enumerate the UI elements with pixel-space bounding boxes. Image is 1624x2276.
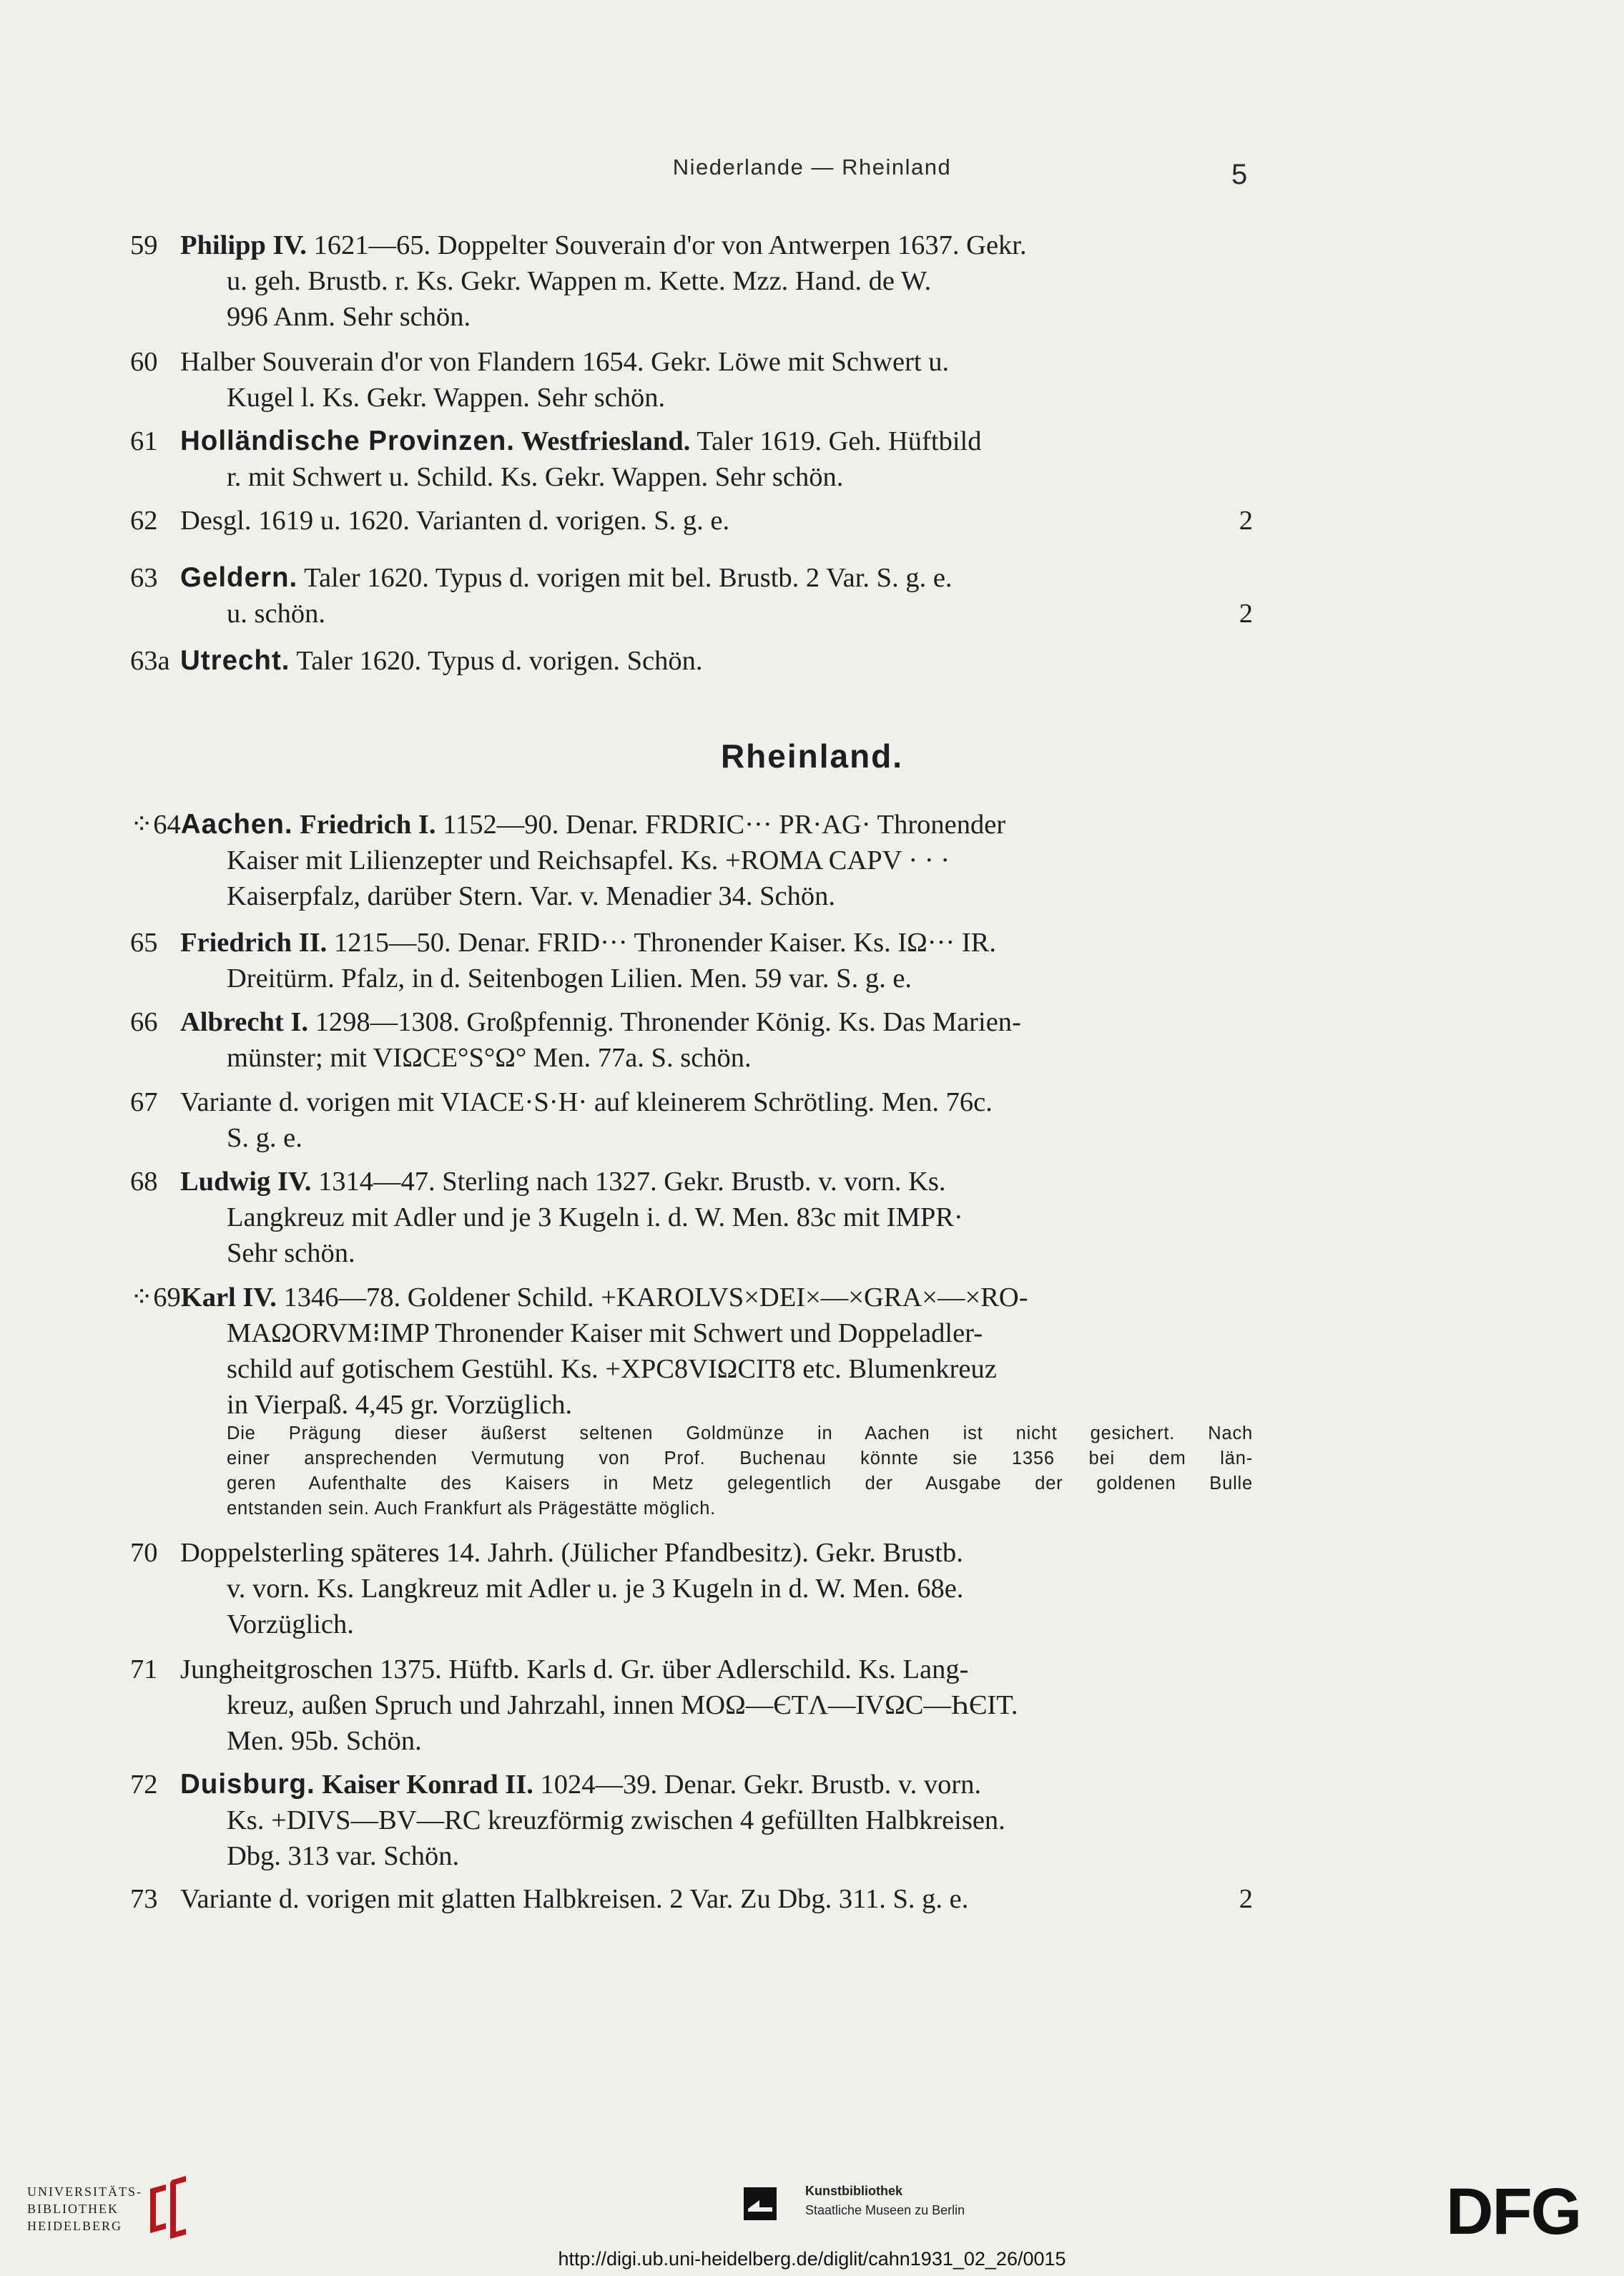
- note-line: Die Prägung dieser äußerst seltenen Goldmünze in Aachen ist nicht gesichert. Nach: [227, 1423, 1253, 1443]
- entry-text: u. geh. Brustb. r. Ks. Gekr. Wappen m. Kette. Mzz. Hand. de W.: [227, 266, 932, 296]
- lot-number: 60: [130, 347, 158, 377]
- ruler-name: Karl IV.: [180, 1282, 277, 1313]
- lot-number: 72: [130, 1770, 158, 1800]
- note-line: geren Aufenthalte des Kaisers in Metz gelegentlich der Ausgabe der goldenen Bulle: [227, 1473, 1253, 1493]
- catalog-entry: [130, 344, 1253, 416]
- entry-line: [130, 1235, 1253, 1271]
- entry-line: [130, 1084, 1253, 1120]
- entry-text: Variante d. vorigen mit glatten Halbkreisen. 2 Var. Zu Dbg. 311. S. g. e.: [180, 1884, 969, 1914]
- ruler-name: Friedrich II.: [180, 928, 328, 958]
- entry-text: S. g. e.: [227, 1123, 302, 1153]
- catalog-entry: [130, 1881, 1253, 1917]
- entry-line: [130, 1571, 1253, 1607]
- entry-text: Langkreuz mit Adler und je 3 Kugeln i. d. W. Men. 83c mit IMPR·: [227, 1202, 963, 1232]
- entry-line: [130, 459, 1253, 495]
- entry-text: kreuz, außen Spruch und Jahrzahl, innen MOΩ—ЄTΛ—IVΩC—ҺЄIT.: [227, 1690, 1018, 1720]
- entry-line: [130, 1652, 1253, 1687]
- entry-text: Ks. +DIVS—BV—RC kreuzförmig zwischen 4 gefüllten Halbkreisen.: [227, 1805, 1005, 1835]
- lot-number: 68: [130, 1167, 158, 1197]
- entry-line: [130, 299, 1253, 335]
- catalog-entry: [130, 925, 1253, 996]
- entry-line: [130, 961, 1253, 996]
- entry-text: Jungheitgroschen 1375. Hüftb. Karls d. Gr. über Adlerschild. Ks. Lang-: [180, 1654, 969, 1684]
- entry-line: [130, 1164, 1253, 1200]
- entry-text: 996 Anm. Sehr schön.: [227, 302, 471, 332]
- entry-text: Dreitürm. Pfalz, in d. Seitenbogen Lilien. Men. 59 var. S. g. e.: [227, 963, 912, 994]
- lot-number: 59: [130, 230, 158, 260]
- entry-text: Sehr schön.: [227, 1238, 355, 1268]
- catalog-entry: [130, 807, 1253, 914]
- catalog-entry: [130, 1767, 1253, 1874]
- lot-number: 63a: [130, 646, 170, 676]
- catalog-entry: [130, 1535, 1253, 1642]
- ruler-name: Philipp IV.: [180, 230, 307, 260]
- lot-number: 67: [130, 1087, 158, 1117]
- entry-line: [130, 1200, 1253, 1235]
- entry-text: v. vorn. Ks. Langkreuz mit Adler u. je 3 Kugeln in d. W. Men. 68e.: [227, 1574, 964, 1604]
- source-url[interactable]: http://digi.ub.uni-heidelberg.de/diglit/cahn1931_02_26/0015: [558, 2248, 1066, 2270]
- ruler-name: Albrecht I.: [180, 1007, 308, 1037]
- entry-line: [130, 1387, 1253, 1423]
- university-library-logo-icon: [143, 2174, 193, 2239]
- note-line: entstanden sein. Auch Frankfurt als Prägestätte möglich.: [227, 1498, 717, 1519]
- ruler-name: Ludwig IV.: [180, 1167, 312, 1197]
- entry-line: [130, 1881, 1253, 1917]
- catalog-entry: [130, 1084, 1253, 1156]
- section-heading: Rheinland.: [720, 737, 904, 775]
- dfg-logo: DFG: [1446, 2175, 1581, 2248]
- entry-text: Dbg. 313 var. Schön.: [227, 1841, 460, 1871]
- library-name: [27, 2183, 142, 2235]
- lot-number: 61: [130, 426, 158, 456]
- lot-number: ⁘69: [130, 1282, 181, 1313]
- entry-text: Kaiserpfalz, darüber Stern. Var. v. Menadier 34. Schön.: [227, 881, 836, 911]
- entry-line: [130, 878, 1253, 914]
- entry-text: u. schön.: [227, 599, 325, 629]
- entry-line: [130, 503, 1253, 539]
- catalog-entry: [130, 1164, 1253, 1271]
- entry-line: [130, 1607, 1253, 1642]
- kunstbibliothek-logo-icon: [744, 2187, 777, 2220]
- entry-line: [130, 1767, 1253, 1802]
- entry-line: [130, 1120, 1253, 1156]
- entry-text: Variante d. vorigen mit VIACE·S·H· auf kleinerem Schrötling. Men. 76c.: [180, 1087, 993, 1117]
- entry-line: [130, 1351, 1253, 1387]
- entry-text: Men. 95b. Schön.: [227, 1726, 422, 1756]
- kb-subtitle: Staatliche Museen zu Berlin: [805, 2203, 965, 2217]
- entry-text: MAΩORVM⁝IMP Thronender Kaiser mit Schwert und Doppeladler-: [227, 1318, 983, 1348]
- lot-number: 63: [130, 563, 158, 593]
- entry-text: Halber Souverain d'or von Flandern 1654. Gekr. Löwe mit Schwert u.: [180, 347, 950, 377]
- entry-line: [130, 263, 1253, 299]
- catalog-entry: [130, 560, 1253, 632]
- entry-text: Taler 1619. Geh. Hüftbild: [690, 426, 982, 456]
- entry-text: Taler 1620. Typus d. vorigen mit bel. Brustb. 2 Var. S. g. e.: [297, 563, 953, 593]
- catalog-entry: [130, 503, 1253, 539]
- entry-text: 1621—65. Doppelter Souverain d'or von Antwerpen 1637. Gekr.: [306, 230, 1027, 260]
- entry-text: in Vierpaß. 4,45 gr. Vorzüglich.: [227, 1390, 573, 1420]
- place-name: Duisburg.: [180, 1769, 315, 1800]
- place-name: Geldern.: [180, 562, 298, 593]
- lot-number: 71: [130, 1654, 158, 1684]
- entry-line: [130, 807, 1253, 843]
- entry-text: 1298—1308. Großpfennig. Thronender König. Ks. Das Marien-: [307, 1007, 1021, 1037]
- library-line: HEIDELBERG: [27, 2219, 122, 2233]
- entry-line: [130, 1040, 1253, 1076]
- entry-text: 1215—50. Denar. FRID··· Thronender Kaiser. Ks. IΩ··· IR.: [327, 928, 996, 958]
- library-line: BIBLIOTHEK: [27, 2202, 119, 2216]
- lot-number: 65: [130, 928, 158, 958]
- place-name: Holländische Provinzen.: [180, 426, 515, 456]
- entry-line: [130, 560, 1253, 596]
- quantity: 2: [1239, 506, 1253, 536]
- lot-number: 62: [130, 506, 158, 536]
- page-header-title: Niederlande — Rheinland: [672, 154, 952, 180]
- entry-text: Desgl. 1619 u. 1620. Varianten d. vorigen. S. g. e.: [180, 506, 730, 536]
- entry-text: 1346—78. Goldener Schild. +KAROLVS×DEI×—×GRA×—×RO-: [276, 1282, 1028, 1313]
- entry-line: [130, 925, 1253, 961]
- entry-line: [130, 1723, 1253, 1759]
- catalog-entry: [130, 643, 1253, 679]
- entry-line: [130, 596, 1253, 632]
- quantity: 2: [1239, 599, 1253, 629]
- catalog-entry: [130, 1280, 1253, 1423]
- entry-text: Kugel l. Ks. Gekr. Wappen. Sehr schön.: [227, 383, 666, 413]
- entry-line: [130, 1004, 1253, 1040]
- entry-text: Taler 1620. Typus d. vorigen. Schön.: [290, 646, 703, 676]
- entry-line: [130, 1687, 1253, 1723]
- ruler-name: Friedrich I.: [292, 810, 436, 840]
- entry-text: 1314—47. Sterling nach 1327. Gekr. Brustb. v. vorn. Ks.: [311, 1167, 946, 1197]
- catalog-entry: [130, 1652, 1253, 1759]
- entry-text: 1024—39. Denar. Gekr. Brustb. v. vorn.: [533, 1770, 982, 1800]
- kb-title: Kunstbibliothek: [805, 2184, 902, 2198]
- entry-line: [130, 227, 1253, 263]
- entry-line: [130, 344, 1253, 380]
- entry-text: r. mit Schwert u. Schild. Ks. Gekr. Wappen. Sehr schön.: [227, 462, 844, 492]
- entry-line: [130, 1838, 1253, 1874]
- ruler-name: Westfriesland.: [515, 426, 691, 456]
- quantity: 2: [1239, 1884, 1253, 1914]
- entry-text: Kaiser mit Lilienzepter und Reichsapfel. Ks. +ROMA CAPV · · ·: [227, 845, 950, 875]
- entry-text: 1152—90. Denar. FRDRIC··· PR·AG· Thronender: [435, 810, 1006, 840]
- lot-number: 73: [130, 1884, 158, 1914]
- entry-text: Doppelsterling späteres 14. Jahrh. (Jülicher Pfandbesitz). Gekr. Brustb.: [180, 1538, 963, 1568]
- entry-line: [130, 1802, 1253, 1838]
- place-name: Utrecht.: [180, 645, 290, 676]
- entry-text: Vorzüglich.: [227, 1609, 354, 1639]
- entry-text: schild auf gotischem Gestühl. Ks. +XPC8VIΩCIT8 etc. Blumenkreuz: [227, 1354, 997, 1384]
- catalog-entry: [130, 1004, 1253, 1076]
- entry-line: [130, 843, 1253, 878]
- lot-number: ⁘64: [130, 810, 181, 840]
- footnote-block: [227, 1421, 1253, 1521]
- entry-text: münster; mit VIΩCE°S°Ω° Men. 77a. S. schön.: [227, 1043, 752, 1073]
- catalog-entry: [130, 423, 1253, 495]
- entry-line: [130, 380, 1253, 416]
- kunstbibliothek-label: [805, 2182, 965, 2220]
- entry-line: [130, 423, 1253, 459]
- entry-line: [130, 643, 1253, 679]
- lot-number: 70: [130, 1538, 158, 1568]
- entry-line: [130, 1315, 1253, 1351]
- page-number: 5: [1231, 159, 1248, 190]
- catalog-entry: [130, 227, 1253, 335]
- library-line: UNIVERSITÄTS-: [27, 2184, 142, 2199]
- ruler-name: Kaiser Konrad II.: [315, 1770, 533, 1800]
- lot-number: 66: [130, 1007, 158, 1037]
- place-name: Aachen.: [180, 809, 293, 840]
- entry-line: [130, 1280, 1253, 1315]
- entry-line: [130, 1535, 1253, 1571]
- note-line: einer ansprechenden Vermutung von Prof. Buchenau könnte sie 1356 bei dem län-: [227, 1448, 1253, 1468]
